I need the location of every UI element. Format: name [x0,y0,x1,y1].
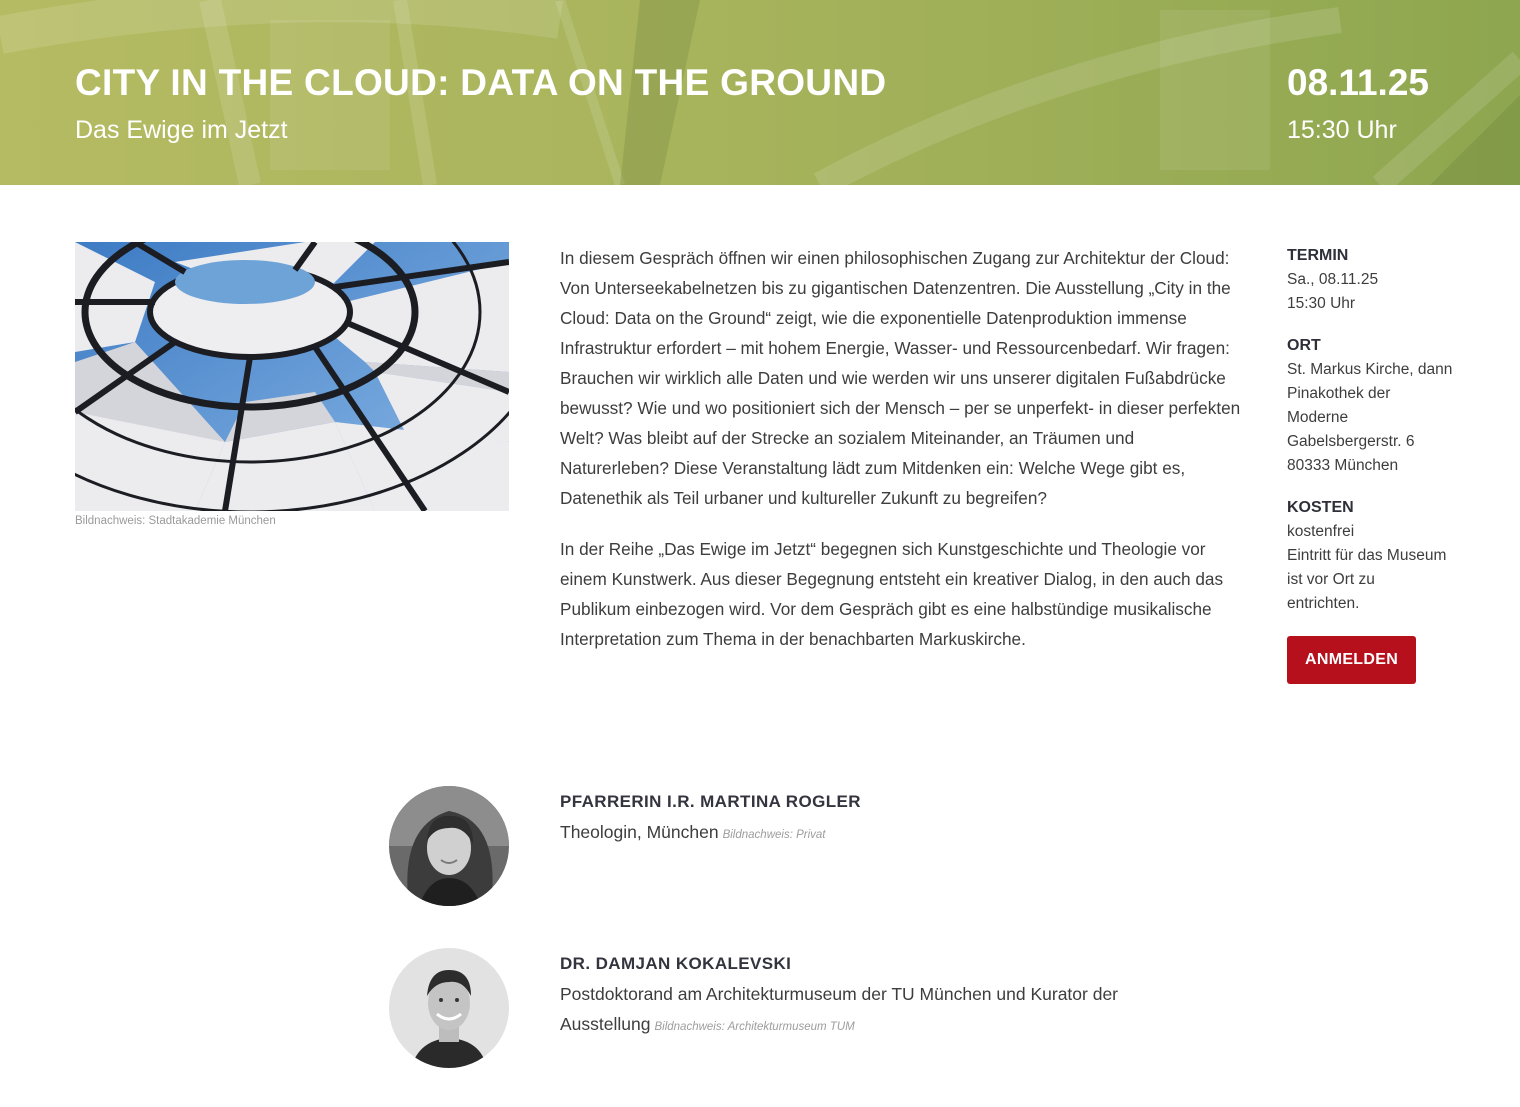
termin-line: 15:30 Uhr [1287,295,1356,312]
ort-line: Moderne [1287,409,1349,426]
event-header-banner [0,0,1520,185]
speaker-name: DR. DAMJAN KOKALEVSKI [560,954,792,973]
event-title: CITY IN THE CLOUD: DATA ON THE GROUND [75,62,887,103]
speaker-photo-credit: Bildnachweis: Architekturmuseum TUM [654,1021,855,1033]
event-image-glass-dome [75,242,509,511]
kosten-line: Eintritt für das Museum [1287,547,1447,564]
speaker-photo-credit: Bildnachweis: Privat [722,829,826,841]
kosten-line: ist vor Ort zu [1287,571,1375,588]
kosten-line: kostenfrei [1287,523,1355,540]
speaker-info [560,790,1250,850]
speaker-role-text: Theologin, München [560,822,719,842]
speaker-name: PFARRERIN I.R. MARTINA ROGLER [560,792,861,811]
image-credit: Bildnachweis: Stadtakademie München [75,515,276,527]
speaker-role [560,817,1250,850]
ort-line: 80333 München [1287,457,1399,474]
termin-section [1287,244,1502,316]
ort-line: Pinakothek der [1287,385,1391,402]
description-paragraph: In der Reihe „Das Ewige im Jetzt“ begegnen sich Kunstgeschichte und Theologie vor einem Kunstwerk. Aus dieser Begegnung entsteht ein kreativer Dialog, in den auch das Publikum einbezogen wird. Vor dem Gespräch gibt es eine halbstündige musikalische Interpretation zum Thema in der benachbarten Markuskirche. [560,539,1224,649]
speaker-photo [389,948,509,1068]
event-date: 08.11.25 [1287,62,1429,103]
ort-line: St. Markus Kirche, dann [1287,361,1453,378]
event-time: 15:30 Uhr [1287,116,1397,144]
register-button[interactable]: ANMELDEN [1287,636,1416,684]
kosten-heading: KOSTEN [1287,499,1354,516]
event-series-subtitle: Das Ewige im Jetzt [75,116,288,144]
speaker-info [560,952,1250,1042]
ort-section [1287,334,1502,478]
ort-line: Gabelsbergerstr. 6 [1287,433,1415,450]
kosten-line: entrichten. [1287,595,1360,612]
event-info-sidebar [1287,244,1502,684]
kosten-section [1287,496,1502,616]
speaker-photo [389,786,509,906]
speaker-role-text: Postdoktorand am Architekturmuseum der TU München und Kurator der Ausstellung [560,984,1119,1034]
termin-heading: TERMIN [1287,247,1349,264]
ort-heading: ORT [1287,337,1321,354]
description-paragraph: In diesem Gespräch öffnen wir einen philosophischen Zugang zur Architektur der Cloud: Von Unterseekabelnetzen bis zu gigantischen Datenzentren. Die Ausstellung „City in the Cloud: Data on the Ground“ zeigt, wie die exponentielle Datenproduktion immense Infrastruktur erfordert – mit hohem Energie, Wasser- und Ressourcenbedarf. Wir fragen: Brauchen wir wirklich alle Daten und wie werden wir uns unserer digitalen Fußabdrücke bewusst? Wie und wo positioniert sich der Mensch – per se unperfekt- in dieser perfekten Welt? Was bleibt auf der Strecke an sozialem Miteinander, an Träumen und Naturerleben? Diese Veranstaltung lädt zum Mitdenken ein: Welche Wege gibt es, Datenethik als Teil urbaner und kultureller Zukunft zu begreifen? [560,248,1241,508]
speaker-role [560,979,1250,1042]
termin-line: Sa., 08.11.25 [1287,271,1379,288]
event-description [560,243,1245,654]
